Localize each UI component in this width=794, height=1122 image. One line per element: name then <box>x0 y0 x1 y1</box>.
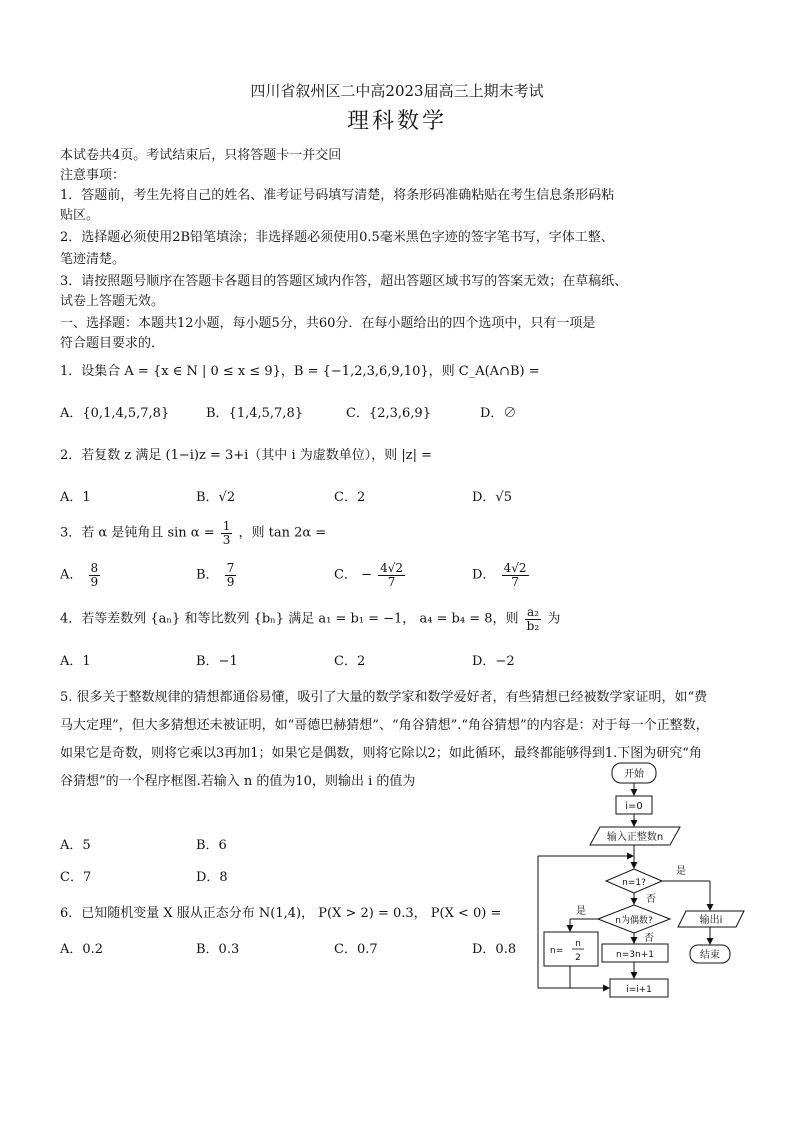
q3-option-d-num: 4√2 <box>503 561 527 575</box>
q4-stem-a: 4．若等差数列 {aₙ} 和等比数列 {bₙ} 满足 a₁ = b₁ = −1， a₄ = b₄ = 8，则 <box>60 611 519 627</box>
q3-option-c[interactable] <box>334 562 407 588</box>
flow-output-label: 输出i <box>699 915 723 926</box>
question-2-stem: 2．若复数 z 满足 (1−i)z = 3+i（其中 i 为虚数单位），则 |z| = <box>60 448 432 463</box>
question-3-stem <box>60 520 326 546</box>
flow-cond1-no: 否 <box>646 894 656 905</box>
question-5-line-a: 5. 很多关于整数规律的猜想都通俗易懂，吸引了大量的数学家和数学爱好者，有些猜想已经被数学家证明，如“费 <box>60 690 708 705</box>
flow-half-den: 2 <box>575 953 581 963</box>
flow-increment-label: i=i+1 <box>626 985 652 995</box>
notice-item-1a: 1．答题前，考生先将自己的姓名、准考证号码填写清楚，将条形码准确粘贴在考生信息条形码粘 <box>60 188 615 203</box>
flow-start-label: 开始 <box>624 769 644 780</box>
q4-stem-num: a₂ <box>525 606 542 620</box>
question-5-line-c: 如果它是奇数，则将它乘以3再加1；如果它是偶数，则将它除以2；如此循环，最终都能够得到1.下图为研究“角 <box>60 746 702 761</box>
q3-option-c-sign: − <box>361 567 372 583</box>
q5-option-b[interactable]: B．6 <box>196 838 227 853</box>
q6-option-a[interactable]: A．0.2 <box>60 942 104 957</box>
q3-option-d[interactable] <box>472 562 531 588</box>
q1-option-d[interactable]: D．∅ <box>480 406 517 421</box>
flow-half-lhs: n= <box>550 946 564 956</box>
flow-input-label: 输入正整数n <box>606 832 664 843</box>
q5-option-c[interactable]: C．7 <box>60 870 92 885</box>
q2-option-a[interactable]: A．1 <box>60 490 91 505</box>
q3-option-b[interactable] <box>196 562 238 588</box>
q1-option-c[interactable]: C．{2,3,6,9} <box>346 406 431 421</box>
q3-option-c-den: 7 <box>387 574 396 589</box>
question-1-stem: 1．设集合 A = {x ∈ N | 0 ≤ x ≤ 9}，B = {−1,2,3,6,9,10}，则 C_A(A∩B) = <box>60 364 540 379</box>
flow-half-num: n <box>575 939 581 949</box>
flow-init-label: i=0 <box>625 801 643 812</box>
question-5-line-b: 马大定理”，但大多猜想还未被证明，如“哥德巴赫猜想”、“角谷猜想”.“角谷猜想”的内容是：对于每一个正整数， <box>60 718 709 733</box>
q6-option-b[interactable]: B．0.3 <box>196 942 240 957</box>
q6-option-d[interactable]: D．0.8 <box>472 942 517 957</box>
question-5-line-d: 谷猜想”的一个程序框图.若输入 n 的值为10，则输出 i 的值为 <box>60 774 416 789</box>
q2-option-d[interactable]: D．√5 <box>472 490 512 505</box>
q2-option-b[interactable]: B．√2 <box>196 490 236 505</box>
q1-option-a[interactable]: A．{0,1,4,5,7,8} <box>60 406 170 421</box>
flow-cond2-no: 否 <box>644 933 654 944</box>
notice-item-2a: 2．选择题必须使用2B铅笔填涂；非选择题必须使用0.5毫米黑色字迹的签字笔书写，字体工整、 <box>60 230 614 245</box>
q3-option-a-frac <box>89 562 101 588</box>
q3-stem-fraction <box>221 520 233 546</box>
q2-option-c[interactable]: C．2 <box>334 490 366 505</box>
q4-stem-den: b₂ <box>526 618 540 633</box>
q3-option-d-label: D． <box>472 567 496 583</box>
q5-option-d[interactable]: D．8 <box>196 870 228 885</box>
q5-option-a[interactable]: A．5 <box>60 838 91 853</box>
q3-option-c-num: 4√2 <box>380 561 404 575</box>
q3-stem-num: 1 <box>222 519 231 533</box>
q4-stem-b: 为 <box>547 611 561 627</box>
q3-option-d-frac <box>502 562 529 588</box>
notice-line: 本试卷共4页。考试结束后，只将答题卡一并交回 <box>60 148 342 163</box>
flow-cond1-label: n=1? <box>622 878 646 888</box>
notice-heading: 注意事项： <box>60 168 126 183</box>
q3-stem-den: 3 <box>222 532 231 547</box>
flowchart-diagram <box>520 750 790 1010</box>
question-6-stem: 6．已知随机变量 X 服从正态分布 N(1,4)， P(X > 2) = 0.3， P(X < 0) = <box>60 906 502 921</box>
q3-option-a-num: 8 <box>90 561 99 575</box>
section-heading-cont: 符合题目要求的． <box>60 336 165 351</box>
exam-title: 四川省叙州区二中高2023届高三上期末考试 <box>250 82 544 100</box>
notice-item-2b: 笔迹清楚。 <box>60 252 126 267</box>
flow-cond1-yes: 是 <box>676 866 686 877</box>
q4-option-b[interactable]: B．−1 <box>196 654 238 669</box>
flow-cond2-label: n为偶数? <box>615 916 653 926</box>
q4-option-c[interactable]: C．2 <box>334 654 366 669</box>
notice-item-3a: 3．请按照题号顺序在答题卡各题目的答题区域内作答，超出答题区域书写的答案无效；在草稿纸、 <box>60 274 628 289</box>
flow-end-label: 结束 <box>700 950 720 961</box>
flow-triple-label: n=3n+1 <box>616 950 654 960</box>
q3-option-d-den: 7 <box>511 574 519 589</box>
q3-option-a-label: A． <box>60 567 83 583</box>
q3-option-a[interactable] <box>60 562 102 588</box>
exam-subtitle: 理科数学 <box>346 109 447 134</box>
question-4-stem <box>60 606 560 632</box>
q3-option-b-label: B． <box>196 567 219 583</box>
notice-item-1b: 贴区。 <box>60 208 100 223</box>
q3-stem-a: 3．若 α 是钝角且 sin α = <box>60 525 215 541</box>
q3-stem-b: ，则 tan 2α = <box>238 525 327 541</box>
q6-option-c[interactable]: C．0.7 <box>334 942 378 957</box>
q3-option-b-num: 7 <box>226 561 235 575</box>
q4-option-a[interactable]: A．1 <box>60 654 91 669</box>
flow-cond2-yes: 是 <box>576 906 586 917</box>
q4-option-d[interactable]: D．−2 <box>472 654 515 669</box>
q3-option-b-frac <box>225 562 237 588</box>
notice-item-3b: 试卷上答题无效。 <box>60 294 165 309</box>
q4-stem-fraction <box>525 606 542 632</box>
q3-option-b-den: 9 <box>226 574 235 589</box>
section-heading: 一、选择题：本题共12小题，每小题5分，共60分．在每小题给出的四个选项中，只有一项是 <box>60 316 596 331</box>
q3-option-a-den: 9 <box>90 574 99 589</box>
q3-option-c-label: C． <box>334 567 357 583</box>
q3-option-c-frac <box>378 562 405 588</box>
q1-option-b[interactable]: B．{1,4,5,7,8} <box>206 406 303 421</box>
